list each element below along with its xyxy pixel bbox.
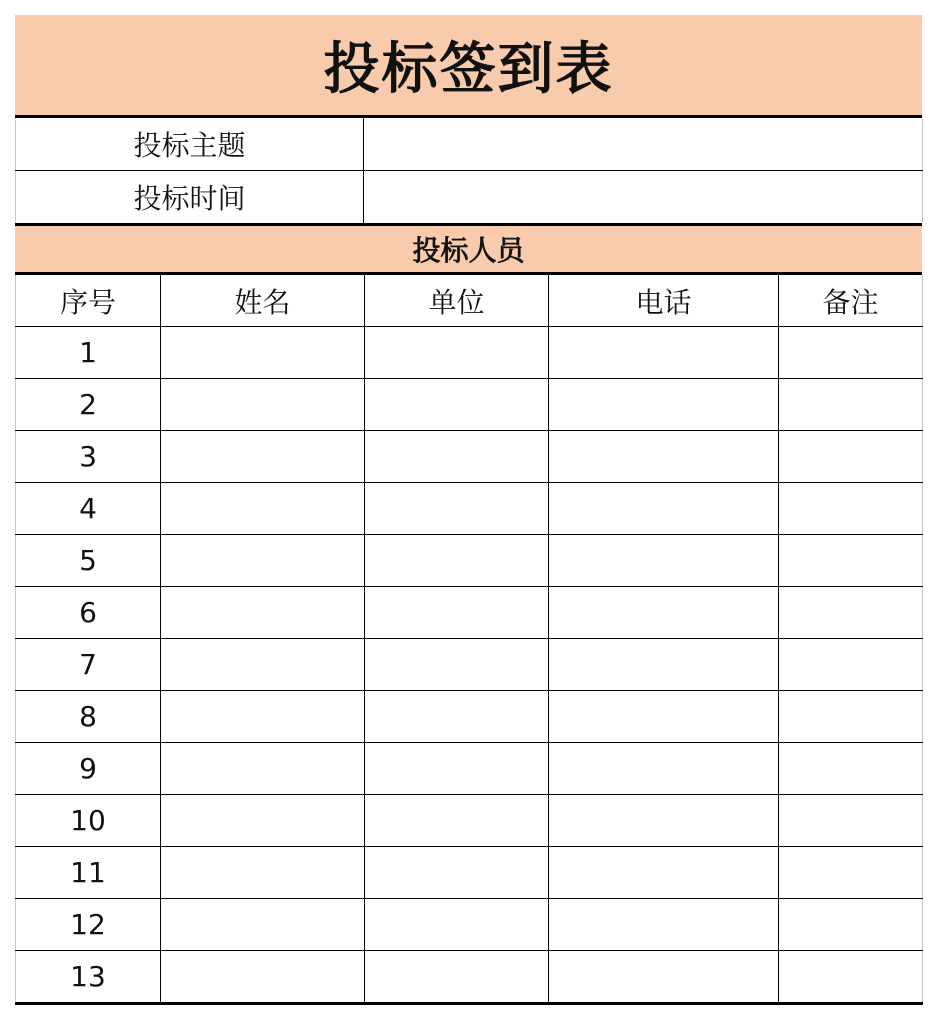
info-row-time xyxy=(16,171,923,224)
cell-name[interactable] xyxy=(161,743,365,795)
table-row xyxy=(16,327,923,379)
header-unit: 单位 xyxy=(365,275,549,327)
cell-phone[interactable] xyxy=(549,743,779,795)
info-row-topic xyxy=(16,118,923,171)
section-header xyxy=(15,223,922,275)
cell-remark[interactable] xyxy=(779,691,923,743)
cell-phone[interactable] xyxy=(549,639,779,691)
section-title: 投标人员 xyxy=(412,234,525,267)
cell-name[interactable] xyxy=(161,795,365,847)
cell-index: 3 xyxy=(16,431,161,483)
cell-remark[interactable] xyxy=(779,951,923,1004)
sign-in-sheet xyxy=(15,15,922,1005)
cell-remark[interactable] xyxy=(779,327,923,379)
cell-remark[interactable] xyxy=(779,587,923,639)
table-row xyxy=(16,795,923,847)
cell-remark[interactable] xyxy=(779,535,923,587)
info-value-time[interactable] xyxy=(364,171,923,224)
cell-phone[interactable] xyxy=(549,483,779,535)
info-value-topic[interactable] xyxy=(364,118,923,171)
cell-name[interactable] xyxy=(161,587,365,639)
cell-index: 4 xyxy=(16,483,161,535)
table-row xyxy=(16,431,923,483)
cell-unit[interactable] xyxy=(365,639,549,691)
cell-name[interactable] xyxy=(161,847,365,899)
cell-remark[interactable] xyxy=(779,379,923,431)
attendee-table xyxy=(15,275,923,1005)
cell-phone[interactable] xyxy=(549,795,779,847)
cell-name[interactable] xyxy=(161,431,365,483)
table-row xyxy=(16,951,923,1004)
cell-index: 13 xyxy=(16,951,161,1004)
cell-index: 5 xyxy=(16,535,161,587)
cell-phone[interactable] xyxy=(549,951,779,1004)
table-row xyxy=(16,691,923,743)
cell-remark[interactable] xyxy=(779,483,923,535)
cell-phone[interactable] xyxy=(549,847,779,899)
cell-name[interactable] xyxy=(161,535,365,587)
table-row xyxy=(16,639,923,691)
cell-index: 6 xyxy=(16,587,161,639)
cell-name[interactable] xyxy=(161,951,365,1004)
cell-index: 2 xyxy=(16,379,161,431)
cell-phone[interactable] xyxy=(549,535,779,587)
table-row xyxy=(16,379,923,431)
header-phone: 电话 xyxy=(549,275,779,327)
cell-phone[interactable] xyxy=(549,899,779,951)
table-row xyxy=(16,847,923,899)
table-header-row xyxy=(16,275,923,327)
cell-phone[interactable] xyxy=(549,379,779,431)
sheet-title: 投标签到表 xyxy=(323,37,614,102)
header-remark: 备注 xyxy=(779,275,923,327)
table-row xyxy=(16,899,923,951)
cell-name[interactable] xyxy=(161,483,365,535)
cell-name[interactable] xyxy=(161,379,365,431)
cell-unit[interactable] xyxy=(365,795,549,847)
cell-unit[interactable] xyxy=(365,847,549,899)
cell-remark[interactable] xyxy=(779,743,923,795)
cell-unit[interactable] xyxy=(365,691,549,743)
cell-remark[interactable] xyxy=(779,431,923,483)
cell-index: 12 xyxy=(16,899,161,951)
cell-remark[interactable] xyxy=(779,795,923,847)
cell-unit[interactable] xyxy=(365,951,549,1004)
cell-index: 10 xyxy=(16,795,161,847)
cell-unit[interactable] xyxy=(365,899,549,951)
table-row xyxy=(16,743,923,795)
cell-name[interactable] xyxy=(161,899,365,951)
cell-phone[interactable] xyxy=(549,327,779,379)
cell-index: 11 xyxy=(16,847,161,899)
cell-name[interactable] xyxy=(161,691,365,743)
info-label-time: 投标时间 xyxy=(16,171,364,224)
cell-unit[interactable] xyxy=(365,379,549,431)
header-index: 序号 xyxy=(16,275,161,327)
cell-unit[interactable] xyxy=(365,587,549,639)
cell-index: 9 xyxy=(16,743,161,795)
info-table xyxy=(15,118,923,223)
cell-remark[interactable] xyxy=(779,639,923,691)
cell-index: 7 xyxy=(16,639,161,691)
cell-remark[interactable] xyxy=(779,899,923,951)
cell-name[interactable] xyxy=(161,327,365,379)
table-row xyxy=(16,587,923,639)
cell-remark[interactable] xyxy=(779,847,923,899)
table-row xyxy=(16,535,923,587)
cell-phone[interactable] xyxy=(549,587,779,639)
header-name: 姓名 xyxy=(161,275,365,327)
cell-index: 8 xyxy=(16,691,161,743)
cell-unit[interactable] xyxy=(365,743,549,795)
cell-phone[interactable] xyxy=(549,431,779,483)
info-label-topic: 投标主题 xyxy=(16,118,364,171)
cell-unit[interactable] xyxy=(365,327,549,379)
cell-unit[interactable] xyxy=(365,483,549,535)
cell-index: 1 xyxy=(16,327,161,379)
cell-unit[interactable] xyxy=(365,431,549,483)
title-band xyxy=(15,15,922,118)
cell-name[interactable] xyxy=(161,639,365,691)
cell-unit[interactable] xyxy=(365,535,549,587)
cell-phone[interactable] xyxy=(549,691,779,743)
attendee-table-body xyxy=(16,275,923,1004)
table-row xyxy=(16,483,923,535)
